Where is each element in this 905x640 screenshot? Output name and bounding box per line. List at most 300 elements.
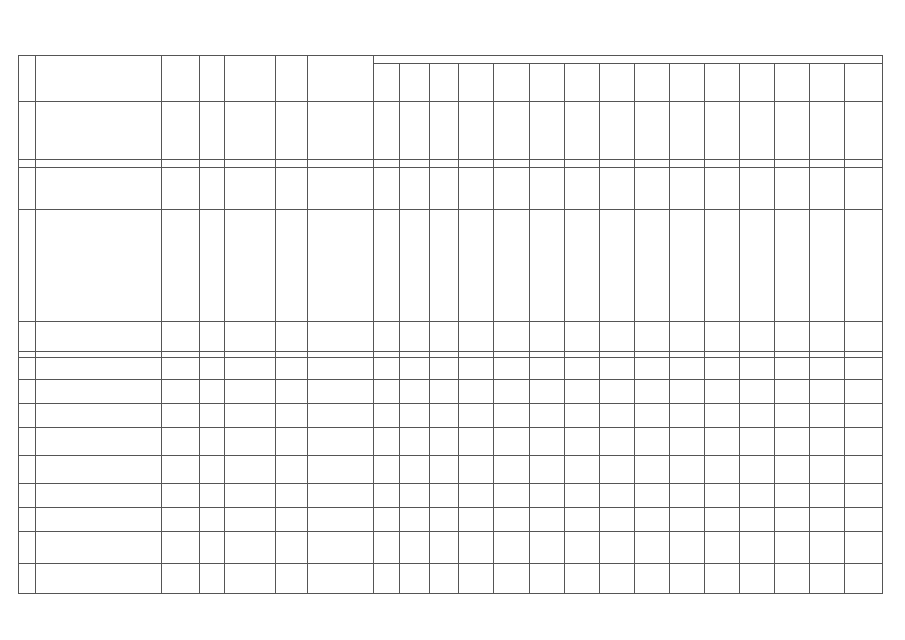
table-cell: [564, 404, 599, 428]
table-cell: [634, 532, 669, 564]
table-cell: [199, 508, 225, 532]
table-cell: [199, 484, 225, 508]
table-cell: [634, 484, 669, 508]
table-cell: [19, 102, 36, 160]
table-cell: [276, 380, 308, 404]
table-cell: [161, 380, 199, 404]
table-cell: [634, 404, 669, 428]
table-row: [19, 404, 883, 428]
header-cell: [564, 64, 599, 102]
table-cell: [740, 532, 775, 564]
table-cell: [810, 532, 845, 564]
table-cell: [308, 564, 374, 594]
table-cell: [225, 484, 276, 508]
table-cell: [810, 404, 845, 428]
table-cell: [399, 564, 429, 594]
table-cell: [19, 484, 36, 508]
table-cell: [19, 210, 36, 322]
table-cell: [308, 404, 374, 428]
table-cell: [845, 102, 883, 160]
table-cell: [276, 484, 308, 508]
table-cell: [308, 532, 374, 564]
table-cell: [429, 322, 459, 352]
table-cell: [36, 322, 162, 352]
table-cell: [494, 102, 529, 160]
table-cell: [775, 380, 810, 404]
table-cell: [19, 380, 36, 404]
header-cell: [399, 64, 429, 102]
table-cell: [494, 456, 529, 484]
table-cell: [704, 168, 739, 210]
table-cell: [529, 428, 564, 456]
header-cell: [225, 56, 276, 102]
table-cell: [399, 484, 429, 508]
table-cell: [669, 322, 704, 352]
table-cell: [374, 380, 400, 404]
table-cell: [494, 210, 529, 322]
table-row: [19, 456, 883, 484]
table-cell: [276, 322, 308, 352]
table-cell: [634, 456, 669, 484]
table-row: [19, 322, 883, 352]
table-cell: [459, 210, 494, 322]
table-cell: [599, 428, 634, 456]
table-cell: [276, 168, 308, 210]
table-cell: [161, 508, 199, 532]
table-cell: [276, 564, 308, 594]
table-cell: [494, 404, 529, 428]
table-cell: [634, 168, 669, 210]
header-cell: [199, 56, 225, 102]
table-cell: [494, 564, 529, 594]
table-cell: [199, 532, 225, 564]
table-cell: [399, 168, 429, 210]
table-cell: [459, 168, 494, 210]
table-cell: [599, 456, 634, 484]
header-cell: [429, 64, 459, 102]
table-cell: [599, 484, 634, 508]
table-cell: [199, 168, 225, 210]
table-cell: [19, 358, 36, 380]
table-cell: [374, 102, 400, 160]
table-cell: [845, 168, 883, 210]
codes-group-header: [374, 56, 883, 64]
table-cell: [199, 210, 225, 322]
table-cell: [429, 532, 459, 564]
table-cell: [374, 508, 400, 532]
table-cell: [36, 428, 162, 456]
table-cell: [810, 322, 845, 352]
table-cell: [36, 404, 162, 428]
table-cell: [845, 428, 883, 456]
table-cell: [374, 358, 400, 380]
table-cell: [36, 484, 162, 508]
table-cell: [459, 564, 494, 594]
table-cell: [845, 322, 883, 352]
table-cell: [276, 508, 308, 532]
table-cell: [599, 160, 634, 168]
table-cell: [775, 456, 810, 484]
table-cell: [36, 160, 162, 168]
table-cell: [564, 210, 599, 322]
table-cell: [225, 210, 276, 322]
table-cell: [845, 532, 883, 564]
table-cell: [669, 168, 704, 210]
table-row: [19, 358, 883, 380]
table-cell: [740, 428, 775, 456]
table-cell: [634, 160, 669, 168]
table-cell: [634, 358, 669, 380]
table-cell: [529, 210, 564, 322]
table-cell: [529, 358, 564, 380]
table-cell: [529, 564, 564, 594]
table-cell: [704, 456, 739, 484]
table-cell: [564, 102, 599, 160]
table-cell: [599, 322, 634, 352]
table-cell: [429, 428, 459, 456]
table-row: [19, 484, 883, 508]
table-cell: [308, 484, 374, 508]
table-cell: [308, 456, 374, 484]
table-cell: [704, 532, 739, 564]
table-cell: [199, 428, 225, 456]
table-cell: [494, 168, 529, 210]
table-cell: [276, 428, 308, 456]
table-cell: [529, 532, 564, 564]
table-cell: [599, 564, 634, 594]
table-cell: [36, 102, 162, 160]
table-cell: [19, 508, 36, 532]
table-cell: [374, 484, 400, 508]
table-cell: [429, 380, 459, 404]
header-cell: [276, 56, 308, 102]
table-cell: [374, 428, 400, 456]
table-cell: [161, 428, 199, 456]
table-cell: [564, 484, 599, 508]
table-cell: [19, 322, 36, 352]
table-cell: [845, 484, 883, 508]
table-cell: [494, 532, 529, 564]
table-cell: [399, 428, 429, 456]
table-cell: [276, 532, 308, 564]
table-cell: [308, 380, 374, 404]
table-cell: [740, 168, 775, 210]
table-cell: [845, 358, 883, 380]
table-cell: [740, 564, 775, 594]
table-cell: [529, 380, 564, 404]
table-cell: [599, 168, 634, 210]
table-cell: [845, 380, 883, 404]
table-cell: [669, 102, 704, 160]
header-cell: [494, 64, 529, 102]
table-cell: [564, 380, 599, 404]
table-cell: [429, 508, 459, 532]
table-cell: [308, 168, 374, 210]
table-cell: [225, 168, 276, 210]
table-cell: [740, 160, 775, 168]
table-cell: [669, 508, 704, 532]
table-cell: [529, 404, 564, 428]
table-cell: [459, 532, 494, 564]
table-cell: [494, 428, 529, 456]
table-cell: [276, 160, 308, 168]
header-cell: [374, 64, 400, 102]
table-cell: [161, 358, 199, 380]
table-cell: [308, 358, 374, 380]
table-cell: [225, 102, 276, 160]
table-cell: [810, 428, 845, 456]
table-cell: [634, 380, 669, 404]
table-cell: [599, 532, 634, 564]
table-cell: [494, 160, 529, 168]
table-cell: [199, 160, 225, 168]
table-cell: [36, 456, 162, 484]
table-cell: [399, 380, 429, 404]
table-cell: [564, 428, 599, 456]
table-cell: [529, 102, 564, 160]
table-cell: [740, 102, 775, 160]
table-row: [19, 508, 883, 532]
table-cell: [459, 404, 494, 428]
table-cell: [36, 168, 162, 210]
table-cell: [225, 160, 276, 168]
table-cell: [529, 456, 564, 484]
table-cell: [459, 380, 494, 404]
header-cell: [459, 64, 494, 102]
table-cell: [459, 322, 494, 352]
table-cell: [845, 564, 883, 594]
table-cell: [276, 102, 308, 160]
header-cell: [810, 64, 845, 102]
table-cell: [276, 456, 308, 484]
table-cell: [459, 508, 494, 532]
table-cell: [564, 532, 599, 564]
table-cell: [775, 484, 810, 508]
table-cell: [308, 508, 374, 532]
table-cell: [669, 210, 704, 322]
table-cell: [529, 160, 564, 168]
table-cell: [810, 358, 845, 380]
table-row: [19, 168, 883, 210]
table-cell: [199, 564, 225, 594]
table-cell: [740, 404, 775, 428]
table-cell: [225, 380, 276, 404]
table-cell: [161, 456, 199, 484]
table-cell: [740, 456, 775, 484]
table-cell: [459, 428, 494, 456]
table-cell: [199, 358, 225, 380]
table-cell: [36, 532, 162, 564]
table-cell: [225, 322, 276, 352]
table-cell: [529, 484, 564, 508]
table-cell: [564, 168, 599, 210]
table-cell: [374, 160, 400, 168]
table-cell: [669, 380, 704, 404]
table-cell: [161, 102, 199, 160]
table-cell: [429, 102, 459, 160]
table-cell: [19, 564, 36, 594]
table-cell: [276, 404, 308, 428]
table-cell: [374, 532, 400, 564]
table-cell: [494, 322, 529, 352]
table-cell: [429, 358, 459, 380]
table-cell: [634, 564, 669, 594]
table-cell: [599, 102, 634, 160]
header-cell: [36, 56, 162, 102]
table-cell: [564, 456, 599, 484]
table-cell: [775, 404, 810, 428]
table-cell: [740, 210, 775, 322]
table-cell: [225, 404, 276, 428]
header-cell: [19, 56, 36, 102]
table-cell: [704, 358, 739, 380]
table-cell: [775, 564, 810, 594]
table-cell: [161, 564, 199, 594]
table-cell: [599, 508, 634, 532]
table-cell: [704, 322, 739, 352]
table-cell: [740, 380, 775, 404]
table-cell: [225, 358, 276, 380]
table-cell: [775, 428, 810, 456]
table-row: [19, 102, 883, 160]
table-cell: [704, 380, 739, 404]
table-cell: [704, 484, 739, 508]
table-cell: [19, 160, 36, 168]
table-cell: [810, 484, 845, 508]
table-cell: [276, 210, 308, 322]
table-cell: [161, 322, 199, 352]
table-cell: [529, 508, 564, 532]
table-cell: [845, 404, 883, 428]
table-cell: [161, 160, 199, 168]
table-cell: [775, 532, 810, 564]
table-cell: [494, 380, 529, 404]
table-cell: [459, 456, 494, 484]
table-cell: [494, 484, 529, 508]
table-cell: [564, 160, 599, 168]
table-cell: [704, 428, 739, 456]
table-cell: [775, 210, 810, 322]
table-cell: [308, 322, 374, 352]
table-cell: [669, 532, 704, 564]
table-cell: [429, 210, 459, 322]
table-cell: [634, 508, 669, 532]
table-cell: [374, 404, 400, 428]
table-cell: [634, 428, 669, 456]
table-cell: [740, 484, 775, 508]
table-cell: [19, 456, 36, 484]
table-cell: [429, 484, 459, 508]
table-cell: [669, 358, 704, 380]
table-cell: [36, 564, 162, 594]
header-cell: [775, 64, 810, 102]
table-cell: [308, 210, 374, 322]
table-cell: [810, 508, 845, 532]
table-cell: [564, 564, 599, 594]
table-cell: [199, 322, 225, 352]
table-cell: [308, 428, 374, 456]
table-cell: [845, 508, 883, 532]
table-cell: [669, 484, 704, 508]
table-cell: [199, 102, 225, 160]
table-cell: [775, 160, 810, 168]
table-cell: [599, 210, 634, 322]
program-table: [18, 55, 883, 594]
table-cell: [810, 456, 845, 484]
table-cell: [634, 102, 669, 160]
table-cell: [19, 532, 36, 564]
table-cell: [374, 564, 400, 594]
table-cell: [810, 168, 845, 210]
table-cell: [225, 564, 276, 594]
table-row: [19, 210, 883, 322]
header-cell: [599, 64, 634, 102]
table-cell: [36, 380, 162, 404]
table-row: [19, 564, 883, 594]
table-cell: [36, 508, 162, 532]
table-cell: [599, 404, 634, 428]
table-cell: [459, 102, 494, 160]
table-cell: [775, 322, 810, 352]
table-cell: [199, 380, 225, 404]
table-row: [19, 428, 883, 456]
table-cell: [225, 508, 276, 532]
table-cell: [669, 456, 704, 484]
table-cell: [429, 564, 459, 594]
table-cell: [494, 358, 529, 380]
table-cell: [529, 322, 564, 352]
table-cell: [19, 404, 36, 428]
table-cell: [599, 380, 634, 404]
table-cell: [374, 168, 400, 210]
table-cell: [494, 508, 529, 532]
table-cell: [599, 358, 634, 380]
table-cell: [634, 210, 669, 322]
table-cell: [810, 564, 845, 594]
table-row: [19, 380, 883, 404]
table-cell: [669, 428, 704, 456]
table-cell: [429, 160, 459, 168]
table-cell: [845, 210, 883, 322]
table-cell: [161, 168, 199, 210]
table-cell: [704, 102, 739, 160]
table-cell: [36, 358, 162, 380]
table-cell: [564, 358, 599, 380]
table-cell: [529, 168, 564, 210]
header-cell: [308, 56, 374, 102]
table-cell: [36, 210, 162, 322]
table-cell: [19, 168, 36, 210]
table-cell: [399, 404, 429, 428]
table-cell: [161, 484, 199, 508]
table-cell: [810, 102, 845, 160]
table-cell: [225, 428, 276, 456]
table-cell: [740, 322, 775, 352]
table-cell: [399, 160, 429, 168]
table-cell: [374, 322, 400, 352]
table-cell: [308, 102, 374, 160]
header-cell: [704, 64, 739, 102]
table-cell: [19, 428, 36, 456]
table-cell: [429, 404, 459, 428]
table-cell: [459, 358, 494, 380]
table-cell: [704, 564, 739, 594]
table-cell: [775, 358, 810, 380]
table-cell: [564, 508, 599, 532]
table-cell: [225, 456, 276, 484]
table-cell: [634, 322, 669, 352]
table-cell: [775, 508, 810, 532]
